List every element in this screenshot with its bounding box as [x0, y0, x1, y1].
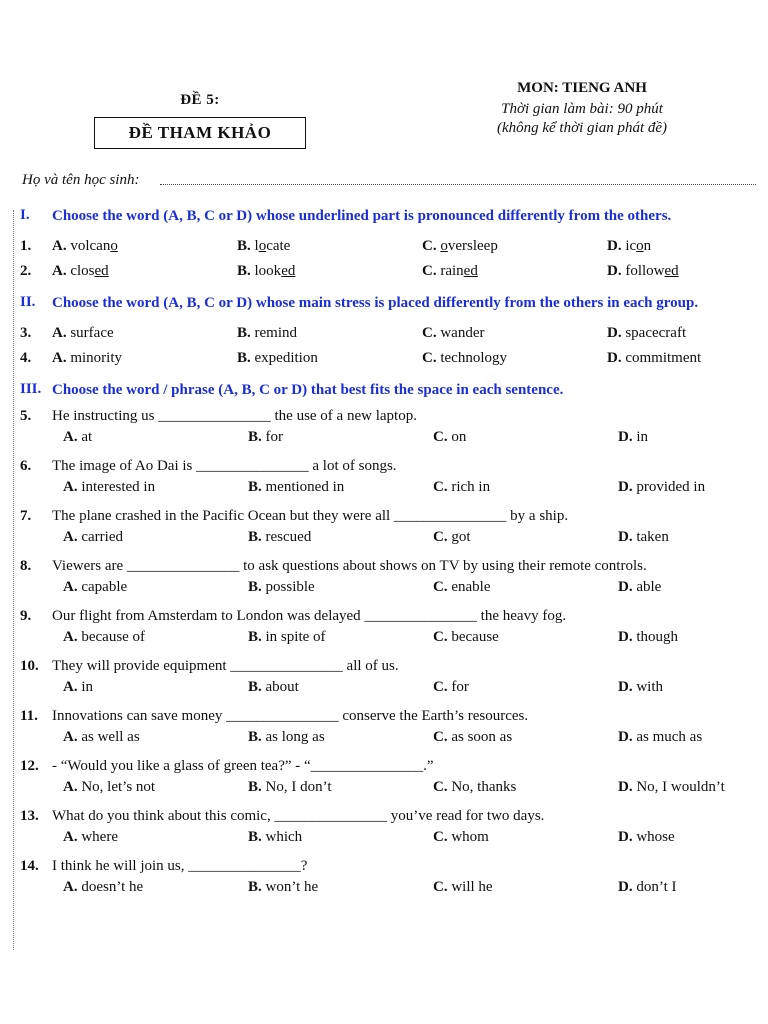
- option-a: A. at: [63, 429, 93, 445]
- option-b: B. locate: [237, 238, 291, 254]
- option-d: D. in: [618, 429, 649, 445]
- option-a: A. as well as: [63, 729, 140, 745]
- question-8: 8. Viewers are _______________ to ask questions about shows on TV by using their remote controls. A. capable B. possible C. enable D. able: [20, 556, 762, 598]
- option-c: C. whom: [433, 829, 489, 845]
- option-b: B. expedition: [237, 350, 318, 366]
- student-name-line: [160, 184, 756, 185]
- question-number: 2.: [20, 263, 32, 279]
- option-d: D. provided in: [618, 479, 706, 495]
- option-d: D. No, I wouldn’t: [618, 779, 725, 795]
- question-6: 6. The image of Ao Dai is _______________ a lot of songs. A. interested in B. mentioned in C. rich in D. provided in: [20, 456, 762, 498]
- option-c: C. as soon as: [433, 729, 513, 745]
- option-d: D. though: [618, 629, 679, 645]
- question-7: 7. The plane crashed in the Pacific Ocean but they were all _______________ by a ship. A. carried B. rescued C. got D. taken: [20, 506, 762, 548]
- question-stem: The plane crashed in the Pacific Ocean but they were all _______________ by a ship.: [52, 508, 569, 524]
- question-3: [20, 325, 762, 342]
- option-b: B. as long as: [248, 729, 325, 745]
- option-c: C. because: [433, 629, 499, 645]
- margin-dotted-line: [13, 210, 14, 950]
- option-a: A. capable: [63, 579, 128, 595]
- option-a: A. in: [63, 679, 94, 695]
- option-d: D. spacecraft: [607, 325, 687, 341]
- option-d: D. taken: [618, 529, 669, 545]
- option-b: B. No, I don’t: [248, 779, 332, 795]
- option-c: C. for: [433, 679, 469, 695]
- option-b: B. about: [248, 679, 299, 695]
- exam-title-box: ĐỀ THAM KHẢO: [94, 117, 306, 149]
- section-3-text: Choose the word / phrase (A, B, C or D) that best fits the space in each sentence.: [52, 382, 564, 398]
- question-stem: What do you think about this comic, _______________ you’ve read for two days.: [52, 808, 545, 824]
- subject-label: MON: TIENG ANH: [517, 80, 647, 96]
- option-d: D. whose: [618, 829, 675, 845]
- option-a: A. doesn’t he: [63, 879, 144, 895]
- option-a: A. closed: [52, 263, 109, 279]
- time-note: (không kể thời gian phát đề): [496, 120, 668, 136]
- option-a: A. interested in: [63, 479, 156, 495]
- option-c: C. oversleep: [422, 238, 498, 254]
- option-d: D. with: [618, 679, 664, 695]
- question-14: 14. I think he will join us, _______________? A. doesn’t he B. won’t he C. will he D. don’t I: [20, 856, 762, 898]
- option-b: B. remind: [237, 325, 298, 341]
- question-4: [20, 350, 762, 367]
- exam-header-right: [462, 80, 702, 137]
- option-b: B. for: [248, 429, 284, 445]
- option-c: C. will he: [433, 879, 493, 895]
- option-c: C. wander: [422, 325, 485, 341]
- option-c: C. No, thanks: [433, 779, 517, 795]
- option-c: C. on: [433, 429, 467, 445]
- option-b: B. in spite of: [248, 629, 326, 645]
- option-b: B. possible: [248, 579, 315, 595]
- option-a: A. where: [63, 829, 118, 845]
- question-list: [20, 406, 762, 898]
- section-1-roman: I.: [20, 207, 30, 223]
- exam-content: [20, 207, 762, 906]
- question-stem: They will provide equipment _______________ all of us.: [52, 658, 399, 674]
- section-2-text: Choose the word (A, B, C or D) whose main stress is placed differently from the others in each group.: [52, 295, 699, 311]
- question-2: [20, 263, 762, 280]
- question-stem: The image of Ao Dai is _______________ a lot of songs.: [52, 458, 397, 474]
- option-c: C. rich in: [433, 479, 491, 495]
- section-2-heading: [20, 294, 762, 313]
- option-d: D. don’t I: [618, 879, 677, 895]
- option-b: B. looked: [237, 263, 296, 279]
- option-d: D. icon: [607, 238, 652, 254]
- question-13: 13. What do you think about this comic, _______________ you’ve read for two days. A. where B. which C. whom D. whose: [20, 806, 762, 848]
- option-c: C. technology: [422, 350, 507, 366]
- exam-number: ĐỀ 5:: [180, 92, 220, 108]
- student-name-label: Họ và tên học sinh:: [22, 172, 140, 188]
- question-stem: Our flight from Amsterdam to London was delayed _______________ the heavy fog.: [52, 608, 567, 624]
- option-d: D. as much as: [618, 729, 703, 745]
- option-a: A. carried: [63, 529, 123, 545]
- option-d: D. able: [618, 579, 662, 595]
- time-allowed: Thời gian làm bài: 90 phút: [501, 101, 663, 117]
- option-d: D. commitment: [607, 350, 702, 366]
- option-d: D. followed: [607, 263, 679, 279]
- question-stem: He instructing us _______________ the use of a new laptop.: [52, 408, 417, 424]
- question-5: 5. He instructing us _______________ the use of a new laptop. A. at B. for C. on D. in: [20, 406, 762, 448]
- question-9: 9. Our flight from Amsterdam to London was delayed _______________ the heavy fog. A. because of B. in spite of C. because D. though: [20, 606, 762, 648]
- section-3-roman: III.: [20, 381, 42, 397]
- option-c: C. rained: [422, 263, 478, 279]
- question-stem: Viewers are _______________ to ask questions about shows on TV by using their remote controls.: [52, 558, 647, 574]
- option-c: C. got: [433, 529, 471, 545]
- question-1: [20, 238, 762, 255]
- section-3-heading: [20, 381, 762, 400]
- section-1-heading: [20, 207, 762, 226]
- option-a: A. because of: [63, 629, 146, 645]
- option-b: B. which: [248, 829, 303, 845]
- question-10: 10. They will provide equipment _______________ all of us. A. in B. about C. for D. with: [20, 656, 762, 698]
- option-a: A. volcano: [52, 238, 118, 254]
- option-c: C. enable: [433, 579, 491, 595]
- question-stem: Innovations can save money _______________ conserve the Earth’s resources.: [52, 708, 529, 724]
- question-number: 1.: [20, 238, 32, 254]
- option-a: A. surface: [52, 325, 114, 341]
- question-stem: - “Would you like a glass of green tea?” - “_______________.”: [52, 758, 434, 774]
- option-a: A. minority: [52, 350, 123, 366]
- option-a: A. No, let’s not: [63, 779, 156, 795]
- question-stem: I think he will join us, _______________?: [52, 858, 308, 874]
- question-number: 4.: [20, 350, 32, 366]
- section-2-roman: II.: [20, 294, 36, 310]
- exam-header-left: [94, 92, 306, 149]
- option-b: B. mentioned in: [248, 479, 345, 495]
- section-1-text: Choose the word (A, B, C or D) whose underlined part is pronounced differently from the others.: [52, 208, 672, 224]
- question-number: 3.: [20, 325, 32, 341]
- question-12: 12. - “Would you like a glass of green tea?” - “_______________.” A. No, let’s not B. No, I don’t C. No, thanks D. No, I wouldn’t: [20, 756, 762, 798]
- question-11: 11. Innovations can save money _______________ conserve the Earth’s resources. A. as well as B. as long as C. as soon as D. as much as: [20, 706, 762, 748]
- option-b: B. rescued: [248, 529, 312, 545]
- option-b: B. won’t he: [248, 879, 319, 895]
